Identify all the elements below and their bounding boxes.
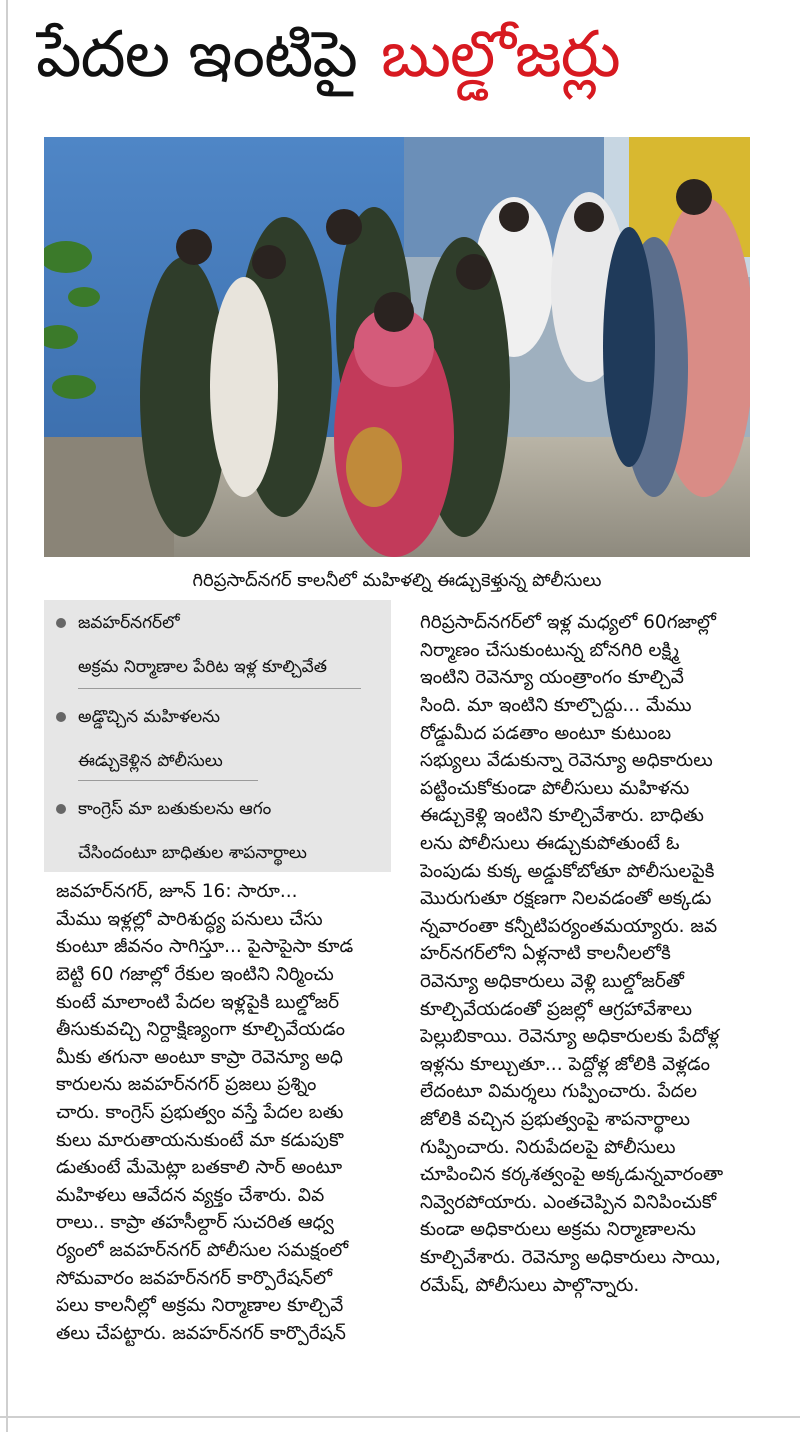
article-line: గుప్పించారు. నిరుపేదలపై పోలీసులు <box>420 1137 676 1158</box>
news-photo <box>44 137 750 557</box>
article-line: సింది. మా ఇంటిని కూల్చొద్దు... మేము <box>420 695 692 716</box>
article-line: కులు మారుతాయనుకుంటే మా కడుపుకొ <box>56 1130 344 1151</box>
article-line: ఈడ్చుకెళ్లి ఇంటిని కూల్చివేశారు. బాధితు <box>420 805 704 826</box>
article-line: కారులను జవహర్‌నగర్ ప్రజలు ప్రశ్నిం <box>56 1074 317 1095</box>
article-line: గిరిప్రసాద్‌నగర్‌లో ఇళ్ల మధ్యలో 60గజాల్లో <box>420 612 716 633</box>
article-line: మేము ఇళ్లల్లో పారిశుద్ధ్య పనులు చేసు <box>56 909 323 930</box>
article-line: సభ్యులు వేడుకున్నా రెవెన్యూ అధికారులు <box>420 750 713 771</box>
article-line: కుండా అధికారులు అక్రమ నిర్మాణాలను <box>420 1219 696 1240</box>
page-bottom-rule <box>0 1416 800 1418</box>
article-line: ఇంటిని రెవెన్యూ యంత్రాంగం కూల్చివే <box>420 667 684 688</box>
article-line: పెంపుడు కుక్క అడ్డుకోబోతూ పోలీసులపైకి <box>420 861 715 882</box>
article-line: పట్టించుకోకుండా పోలీసులు మహిళను <box>420 778 690 799</box>
highlights-box <box>44 600 391 872</box>
highlight-line: అడ్డొచ్చిన మహిళలను <box>78 707 220 727</box>
article-line: నిర్మాణం చేసుకుంటున్న బోనగిరి లక్ష్మి <box>420 640 679 661</box>
article-line: మీకు తగునా అంటూ కాప్రా రెవెన్యూ అధి <box>56 1047 343 1068</box>
page-left-rule <box>6 0 8 1432</box>
highlight-line: జవహర్‌నగర్‌లో <box>78 613 180 633</box>
article-line: సోమవారం జవహర్‌నగర్ కార్పొరేషన్‌లో <box>56 1268 333 1289</box>
headline-part-2: బుల్డోజర్లు <box>380 17 620 92</box>
article-line: మహిళలు ఆవేదన వ్యక్తం చేశారు. వివ <box>56 1185 325 1206</box>
article-line: బెట్టి 60 గజాల్లో రేకుల ఇంటిని నిర్మించు <box>56 964 334 985</box>
article-line: లను పోలీసులు ఈడ్చుకుపోతుంటే ఓ <box>420 833 680 854</box>
photo-illustration <box>44 137 750 557</box>
article-line: జోలికి వచ్చిన ప్రభుత్వంపై శాపనార్థాలు <box>420 1109 691 1130</box>
bullet-icon <box>56 618 66 628</box>
article-line: పెల్లుబికాయి. రెవెన్యూ అధికారులకు పేదోళ్ల <box>420 1026 720 1047</box>
article-line: జవహర్‌నగర్, జూన్ 16: సారూ... <box>56 881 298 902</box>
article-line: చూపించిన కర్కశత్వంపై అక్కడున్నవారంతా <box>420 1164 724 1185</box>
headline <box>36 6 756 118</box>
article-line: రోడ్డుమీద పడతాం అంటూ కుటుంబ <box>420 723 672 744</box>
article-line: చారు. కాంగ్రెస్ ప్రభుత్వం వస్తే పేదల బతు <box>56 1102 344 1123</box>
bullet-icon <box>56 712 66 722</box>
highlight-line: చేసిందంటూ బాధితుల శాపనార్థాలు <box>78 843 307 863</box>
article-line: కూల్చివేశారు. రెవెన్యూ అధికారులు సాయి, <box>420 1247 721 1268</box>
article-line: తలు చేపట్టారు. జవహర్‌నగర్ కార్పొరేషన్ <box>56 1323 346 1344</box>
photo-caption: గిరిప్రసాద్‌నగర్ కాలనీలో మహిళల్ని ఈడ్చుకెళ్తున్న పోలీసులు <box>192 570 602 591</box>
article-line: మొరుగుతూ రక్షణగా నిలవడంతో అక్కడు <box>420 888 712 909</box>
article-line: ర్యంలో జవహర్‌నగర్ పోలీసుల సమక్షంలో <box>56 1240 349 1261</box>
article-line: కుంటూ జీవనం సాగిస్తూ... పైసాపైసా కూడ <box>56 936 354 957</box>
article-line: న్నవారంతా కన్నీటిపర్యంతమయ్యారు. జవ <box>420 916 718 937</box>
highlight-divider <box>78 688 361 689</box>
headline-part-1: పేదల ఇంటిపై <box>36 17 357 92</box>
highlight-line: అక్రమ నిర్మాణాల పేరిట ఇళ్ల కూల్చివేత <box>78 657 327 677</box>
article-line: డుతుంటే మేమెట్లా బతకాలి సార్ అంటూ <box>56 1157 343 1178</box>
article-line: రాలు.. కాప్రా తహసీల్దార్ సుచరిత ఆధ్వ <box>56 1212 334 1233</box>
highlight-divider <box>78 780 258 781</box>
article-line: ఇళ్లను కూల్చుతూ... పెద్దోళ్ల జోలికి వెళ్లడం <box>420 1054 710 1075</box>
article-line: నివ్వెరపోయారు. ఎంతచెప్పిన వినిపించుకో <box>420 1192 717 1213</box>
bullet-icon <box>56 804 66 814</box>
article-line: రమేష్, పోలీసులు పాల్గొన్నారు. <box>420 1275 640 1296</box>
highlight-line: కాంగ్రెస్ మా బతుకులను ఆగం <box>78 799 272 819</box>
article-line: కూల్చివేయడంతో ప్రజల్లో ఆగ్రహావేశాలు <box>420 999 693 1020</box>
article-line: రెవెన్యూ అధికారులు వెళ్లి బుల్డోజర్‌తో <box>420 971 684 992</box>
article-line: హర్‌నగర్‌లోని ఏళ్లనాటి కాలనీలలోకి <box>420 943 671 964</box>
article-line: పలు కాలనీల్లో అక్రమ నిర్మాణాల కూల్చివే <box>56 1295 344 1316</box>
article-line: లేదంటూ విమర్శలు గుప్పించారు. పేదల <box>420 1081 697 1102</box>
article-line: తీసుకువచ్చి నిర్దాక్షిణ్యంగా కూల్చివేయడం <box>56 1019 345 1040</box>
article-line: కుంటే మాలాంటి పేదల ఇళ్లపైకి బుల్డోజర్ <box>56 992 340 1013</box>
highlight-line: ఈడ్చుకెళ్లిన పోలీసులు <box>78 751 223 771</box>
